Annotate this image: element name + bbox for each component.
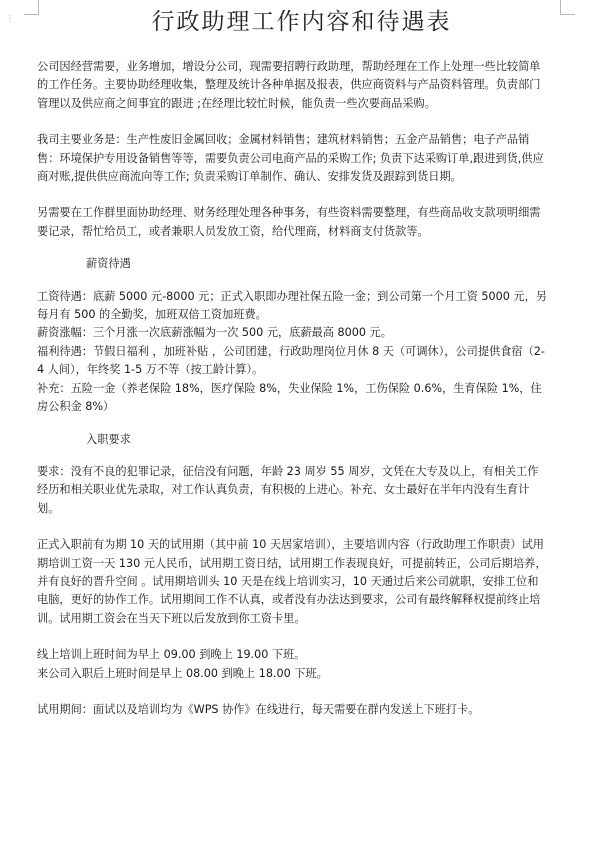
- document-title: 行政助理工作内容和待遇表: [151, 9, 452, 35]
- salary-raise: 薪资涨幅：三个月涨一次底薪涨幅为一次 500 元，底薪最高 8000 元。: [37, 326, 392, 340]
- salary-supplement: 补充：五险一金（养老保险 18%，医疗保险 8%，失业保险 1%，工伤保险 0.6%，生育保险 1%，住房公积金 8%）: [37, 381, 542, 414]
- section-heading-requirements: 入职要求: [86, 432, 131, 446]
- salary-wage: 工资待遇：底薪 5000 元-8000 元；正式入职即办理社保五险一金；到公司第一个月工资 5000 元，另每月有 500 的全勤奖，加班双倍工资加班费。: [37, 289, 547, 322]
- section-heading-salary: 薪资待遇: [86, 257, 131, 271]
- paragraph-extra-duties: 另需要在工作群里面协助经理、财务经理处理各种事务，有些资料需要整理，有些商品收支款项明细需要记录，帮忙给员工，或者兼职人员发放工资，给代理商，材料商支付货款等。: [37, 206, 541, 238]
- paragraph-intro: 公司因经营需要，业务增加，增设分公司，现需要招聘行政助理，帮助经理在工作上处理一些比较简单的工作任务。主要协助经理收集，整理及统计各种单据及报表，供应商资料与产品资料管理。负责部门管理以及供应商之间事宜的跟进 ;在经理比较忙时候，能负责一些次要商品采购。: [37, 60, 541, 110]
- paragraph-business: 我司主要业务是：生产性废旧金属回收；金属材料销售；建筑材料销售；五金产品销售；电子产品销售：环境保护专用设备销售等等，需要负责公司电商产品的采购工作; 负责下达采购订单,跟进到货,供应商对账,提供供应商流向等工作; 负责采购订单制作、确认、安排发货及跟踪到货日期。: [37, 133, 544, 184]
- hours-online: 线上培训上班时间为早上 09.00 到晚上 19.00 下班。: [37, 648, 306, 662]
- paragraph-probation: 正式入职前有为期 10 天的试用期（其中前 10 天居家培训），主要培训内容（行政助理工作职责）试用期培训工资一天 130 元人民币，试用期工资日结，试用期工作表现良好，可提前转正，公司后期培养，并有良好的晋升空间 。试用期培训头 10 天是在线上培训实习，10 天通过后来公司就职，安排工位和电脑，更好的协作工作。试用期间工作不认真，或者没有办法达到要求，公司有最终解释权提前终止培训。试用期工资会在当天下班以后发放到你工资卡里。: [37, 538, 547, 625]
- hours-office: 来公司入职后上班时间是早上 08.00 到晚上 18.00 下班。: [37, 666, 328, 680]
- margin-handle-icon: ⋮: [6, 14, 14, 23]
- paragraph-requirements: 要求：没有不良的犯罪记录，征信没有问题，年龄 23 周岁 55 周岁，文凭在大专及以上，有相关工作经历和相关职业优先录取，对工作认真负责，有积极的上进心。补充、女士最好在半年内没有生育计划。: [37, 464, 539, 515]
- paragraph-trial-note: 试用期间：面试以及培训均为《WPS 协作》在线进行，每天需要在群内发送上下班打卡。: [37, 702, 480, 716]
- document-body: [37, 58, 549, 719]
- salary-welfare: 福利待遇：节假日福利 ，加班补贴 ，公司团建，行政助理岗位月休 8 天（可调休），公司提供食宿（2-4 人间），年终奖 1-5 万不等（按工龄计算）。: [37, 344, 545, 377]
